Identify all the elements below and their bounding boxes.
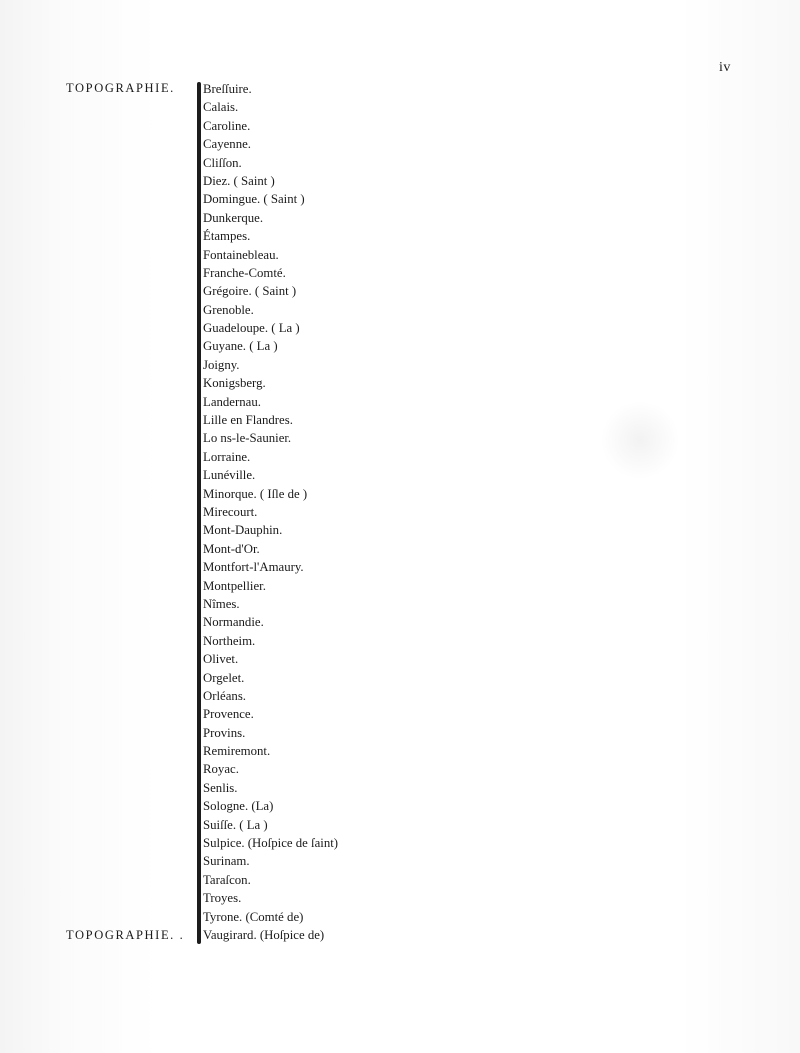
paper-smudge [600, 400, 680, 480]
list-item: Grégoire. ( Saint ) [203, 284, 297, 299]
list-item: Calais. [203, 100, 239, 115]
list-item: Lunéville. [203, 468, 256, 483]
list-item: Lo ns-le-Saunier. [203, 431, 292, 446]
list-item: Lorraine. [203, 449, 251, 464]
list-item: Surinam. [203, 854, 250, 869]
list-item: Senlis. [203, 780, 238, 795]
section-heading-bottom: TOPOGRAPHIE. . [66, 928, 185, 942]
list-item: Franche-Comté. [203, 265, 286, 280]
list-item: Montfort-l'Amaury. [203, 560, 304, 575]
list-item: Guadeloupe. ( La ) [203, 321, 300, 336]
list-item: Diez. ( Saint ) [203, 173, 275, 188]
page-number: iv [719, 60, 731, 75]
list-item: Mont-Dauphin. [203, 523, 283, 538]
list-item: Montpellier. [203, 578, 266, 593]
list-item: Cayenne. [203, 137, 251, 152]
list-item: Minorque. ( Iſle de ) [203, 486, 308, 501]
list-item: Mont-d'Or. [203, 541, 260, 556]
list-item: Cliſſon. [203, 155, 242, 170]
list-item: Taraſcon. [203, 872, 251, 887]
list-item: Tyrone. (Comté de) [203, 909, 304, 924]
list-item: Lille en Flandres. [203, 413, 293, 428]
list-item: Sologne. (La) [203, 799, 274, 814]
list-item: Breſſuire. [203, 82, 252, 96]
list-item: Grenoble. [203, 302, 254, 317]
list-item: Normandie. [203, 615, 264, 630]
list-item: Royac. [203, 762, 239, 777]
list-item: Olivet. [203, 652, 239, 667]
list-item: Konigsberg. [203, 376, 266, 391]
list-item: Provence. [203, 707, 254, 722]
list-item: Caroline. [203, 118, 251, 133]
list-item: Orléans. [203, 688, 246, 703]
list-item: Joigny. [203, 357, 240, 372]
list-item: Suiſſe. ( La ) [203, 817, 268, 832]
list-item: Mirecourt. [203, 504, 258, 519]
list-item: Sulpice. (Hoſpice de ſaint) [203, 836, 339, 851]
section-heading-top: TOPOGRAPHIE. [66, 81, 175, 95]
list-item: Northeim. [203, 633, 256, 648]
topography-entry-list [203, 80, 338, 944]
list-item: Étampes. [203, 229, 251, 244]
list-item: Vaugirard. (Hoſpice de) [203, 927, 325, 942]
list-item: Landernau. [203, 394, 261, 409]
list-item: Provins. [203, 725, 246, 740]
list-item: Guyane. ( La ) [203, 339, 278, 354]
list-item: Nîmes. [203, 596, 240, 611]
list-item: Dunkerque. [203, 210, 264, 225]
list-item: Domingue. ( Saint ) [203, 192, 305, 207]
list-item: Orgelet. [203, 670, 245, 685]
list-item: Remiremont. [203, 744, 271, 759]
list-item: Troyes. [203, 891, 242, 906]
list-item: Fontainebleau. [203, 247, 279, 262]
bracket-line [197, 82, 201, 944]
